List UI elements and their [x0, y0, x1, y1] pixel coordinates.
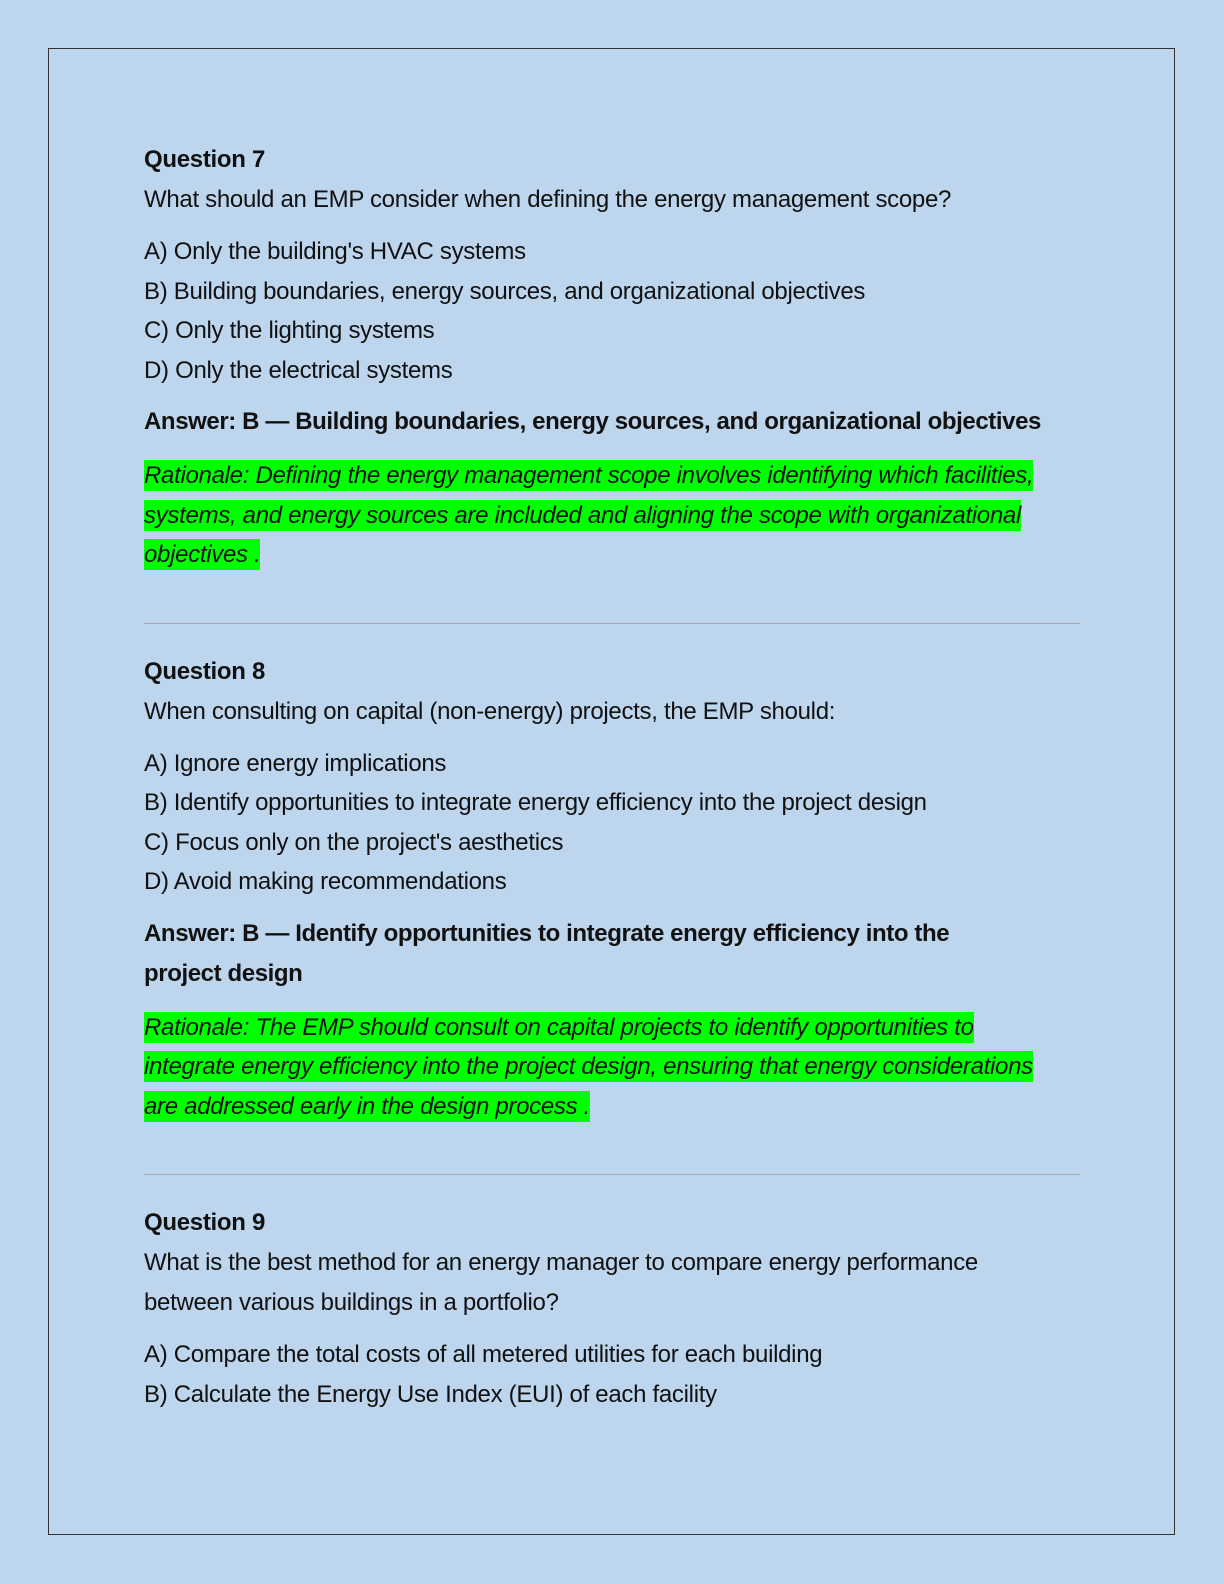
option-a: A) Only the building's HVAC systems [144, 238, 526, 265]
option-b: B) Identify opportunities to integrate energy efficiency into the project design [144, 789, 927, 816]
option-c: C) Focus only on the project's aesthetics [144, 828, 564, 856]
question-9 [144, 1205, 1080, 1414]
rationale [144, 1008, 1056, 1127]
question-7 [144, 142, 1080, 575]
question-8 [144, 654, 1080, 1127]
option-a: A) Compare the total costs of all metered utilities for each building [144, 1341, 823, 1368]
question-text: When consulting on capital (non-energy) projects, the EMP should: [144, 697, 836, 725]
rationale [144, 456, 1080, 575]
question-title: Question 9 [144, 1209, 266, 1236]
question-title: Question 8 [144, 657, 266, 685]
question-text: What should an EMP consider when defining the energy management scope? [144, 186, 952, 213]
option-b: B) Building boundaries, energy sources, and organizational objectives [144, 277, 866, 305]
option-c: C) Only the lighting systems [144, 317, 435, 344]
option-list [144, 232, 1080, 390]
option-d: D) Avoid making recommendations [144, 868, 507, 895]
rationale-highlight: Rationale: The EMP should consult on capital projects to identify opportunities to integrate energy efficiency into the project design, ensuring that energy considerations are addressed early in the design process . [144, 1013, 1033, 1120]
option-a: A) Ignore energy implications [144, 749, 447, 777]
option-b: B) Calculate the Energy Use Index (EUI) of each facility [144, 1380, 717, 1408]
option-list [144, 744, 1080, 902]
option-list [144, 1335, 1080, 1414]
answer-text: Answer: B — Building boundaries, energy sources, and organizational objectives [144, 408, 1041, 435]
section-divider [144, 1174, 1080, 1175]
section-divider [144, 623, 1080, 624]
option-d: D) Only the electrical systems [144, 356, 453, 384]
document-content [144, 142, 1080, 1426]
rationale-highlight: Rationale: Defining the energy management scope involves identifying which facilities, systems, and energy sources are included and aligning the scope with organizational objectives . [144, 462, 1034, 568]
question-title: Question 7 [144, 146, 266, 173]
question-text: What is the best method for an energy manager to compare energy performance between various buildings in a portfolio? [144, 1249, 978, 1316]
answer-text: Answer: B — Identify opportunities to integrate energy efficiency into the project design [144, 919, 950, 987]
